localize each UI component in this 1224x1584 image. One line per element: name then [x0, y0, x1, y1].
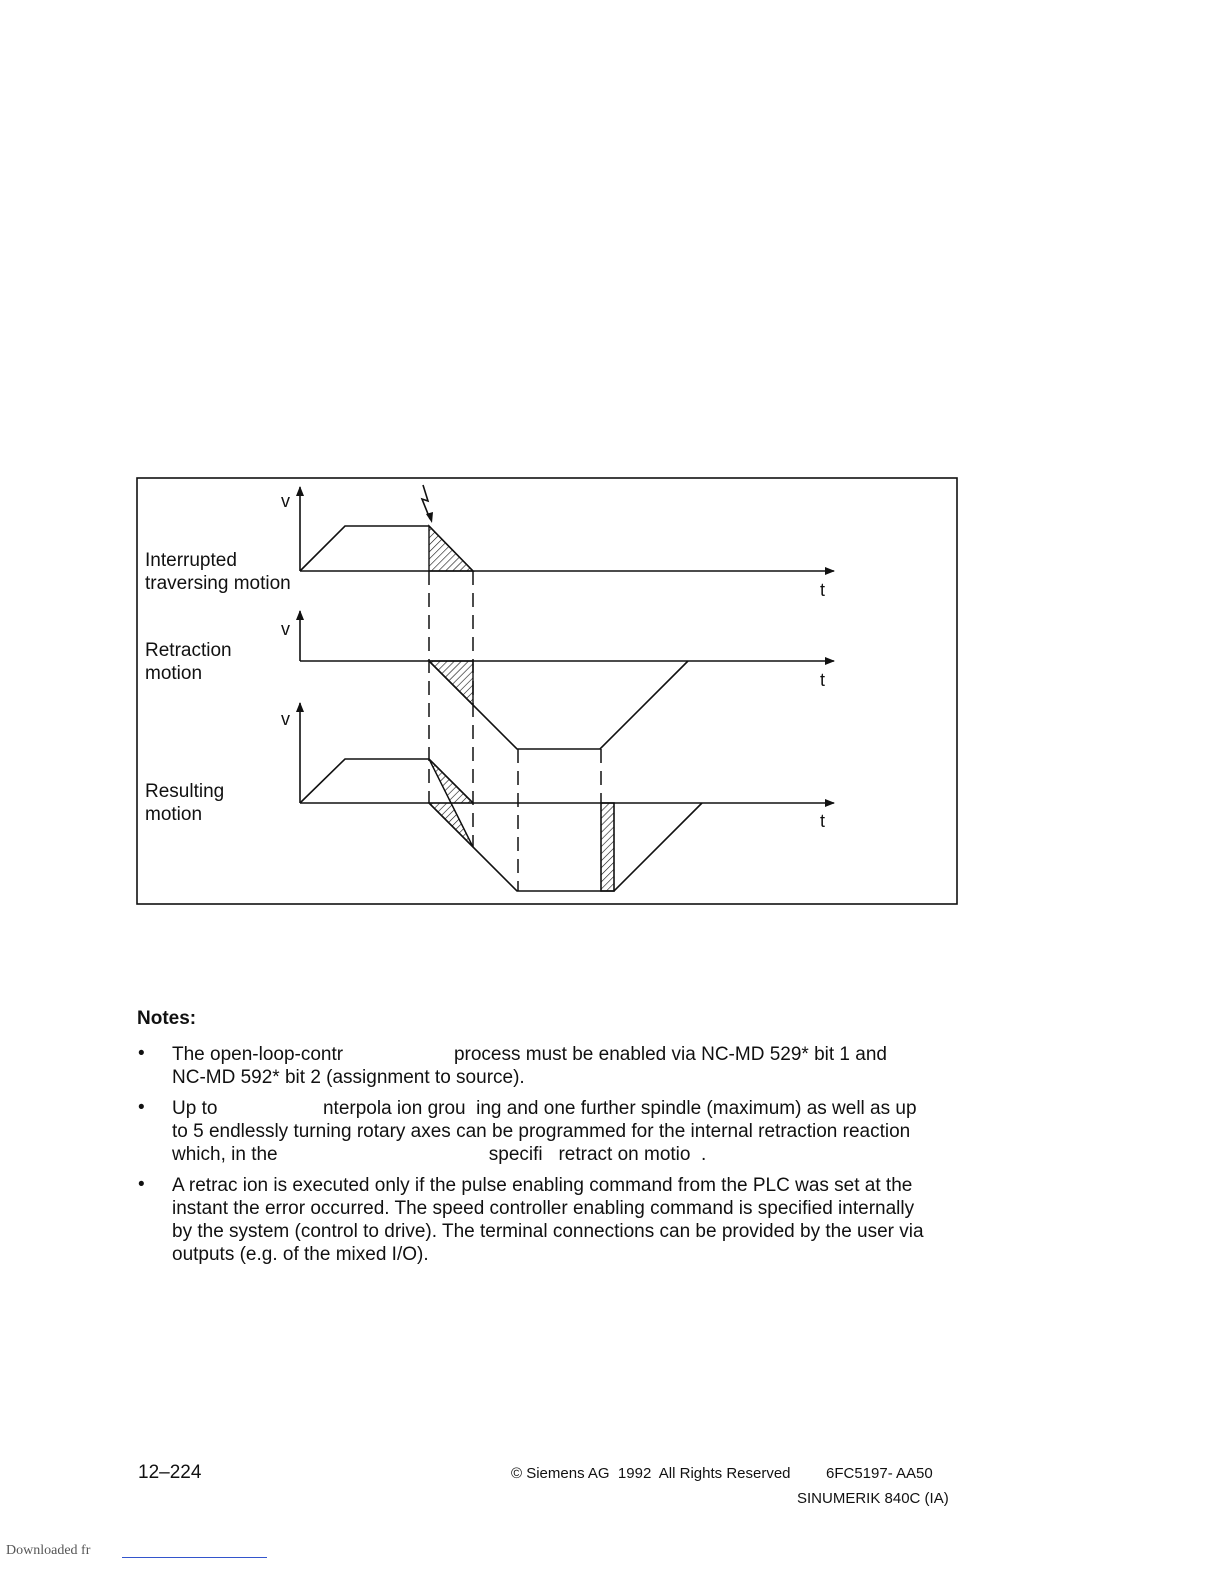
v-label-2: v: [281, 619, 290, 639]
hatched-area-2: [429, 661, 473, 705]
hatched-area-3b: [429, 803, 473, 847]
hatched-area-1: [429, 526, 473, 571]
t-label-3: t: [820, 811, 826, 831]
note-3-line-1: A retrac ion is executed only if the pulse enabling command from the PLC was set at the: [172, 1175, 913, 1196]
motion-diagram: [136, 477, 960, 907]
diagram-frame: [137, 478, 957, 904]
note-2-line-1: Up to nterpola ion grou ing and one further spindle (maximum) as well as up: [172, 1098, 917, 1119]
label-resulting-line2: motion: [145, 804, 203, 825]
bullet-1: •: [138, 1043, 145, 1064]
copyright: © Siemens AG 1992 All Rights Reserved: [511, 1465, 791, 1482]
note-3-line-2: instant the error occurred. The speed controller enabling command is specified internally: [172, 1198, 915, 1219]
note-3-line-3: by the system (control to drive). The terminal connections can be provided by the user via: [172, 1221, 924, 1242]
downloaded-notice: Downloaded fr: [6, 1543, 91, 1558]
note-2-line-3: which, in the specifi retract on motio .: [172, 1144, 707, 1165]
label-resulting-line1: Resulting: [145, 781, 225, 802]
bullet-2: •: [138, 1097, 145, 1118]
note-1-line-2: NC-MD 592* bit 2 (assignment to source).: [172, 1067, 525, 1088]
label-interrupted-line2: traversing motion: [145, 573, 291, 594]
t-label-1: t: [820, 580, 826, 600]
note-1-line-1: The open-loop-contr process must be enabled via NC-MD 529* bit 1 and: [172, 1044, 887, 1065]
note-3-line-4: outputs (e.g. of the mixed I/O).: [172, 1244, 429, 1265]
panel-retraction: [300, 611, 834, 749]
hatched-area-3a: [429, 759, 473, 803]
download-link[interactable]: [122, 1557, 267, 1558]
page-number: 12–224: [138, 1462, 202, 1483]
panel-resulting: [300, 703, 834, 891]
note-item-1: [172, 1043, 962, 1089]
note-2-line-2: to 5 endlessly turning rotary axes can be programmed for the internal retraction reaction: [172, 1121, 911, 1142]
v-label-3: v: [281, 709, 290, 729]
hatched-bar: [601, 803, 614, 891]
note-item-3: [172, 1174, 962, 1266]
doc-code: 6FC5197- AA50: [826, 1465, 933, 1482]
bullet-3: •: [138, 1174, 145, 1195]
v-label-1: v: [281, 491, 290, 511]
notes-heading: Notes:: [137, 1008, 197, 1029]
panel-interrupted: [300, 485, 834, 571]
label-retraction-line2: motion: [145, 663, 203, 684]
dashed-guides: [429, 571, 601, 891]
t-label-2: t: [820, 670, 826, 690]
resulting-lower-profile: [429, 803, 702, 891]
note-item-2: [172, 1097, 962, 1166]
product-name: SINUMERIK 840C (IA): [797, 1490, 949, 1507]
label-interrupted-line1: Interrupted: [145, 550, 237, 571]
label-retraction-line1: Retraction: [145, 640, 232, 661]
